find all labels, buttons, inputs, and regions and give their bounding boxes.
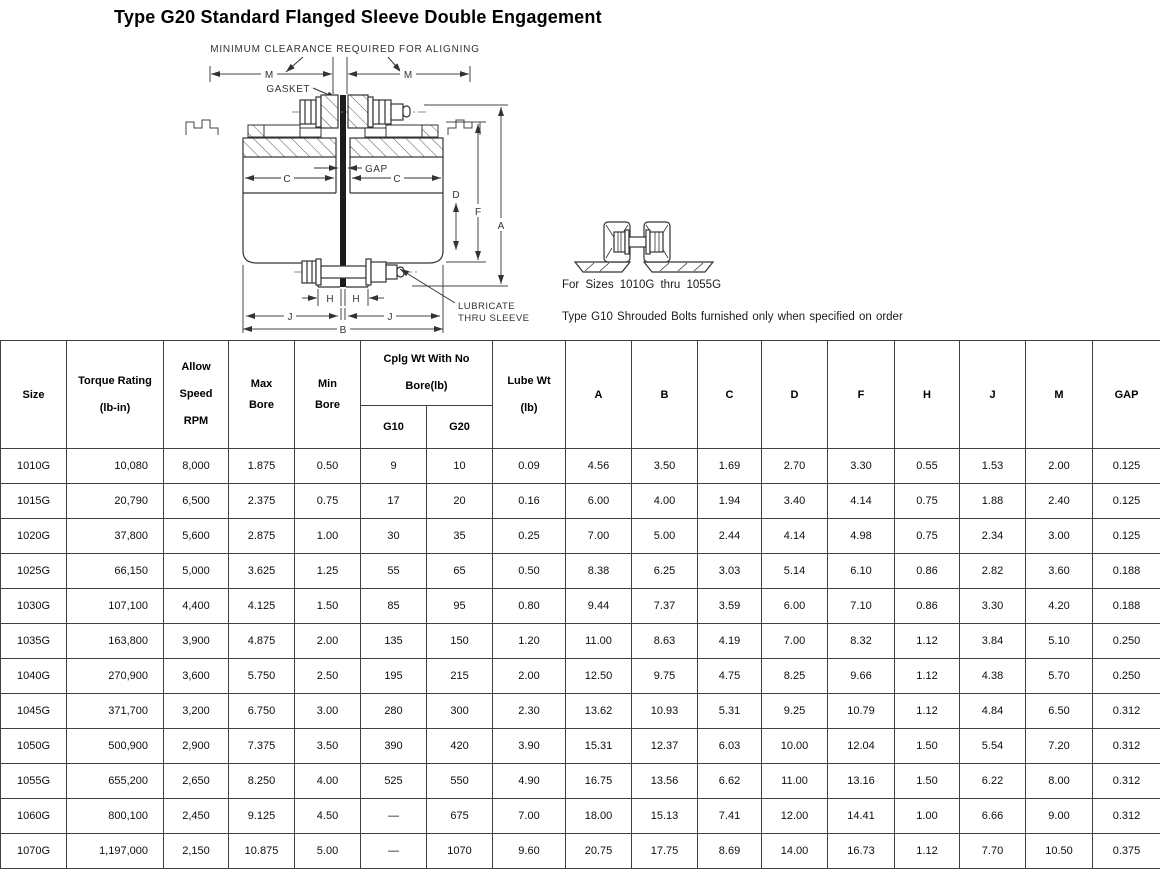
table-row xyxy=(1,449,1160,484)
value-cell: 7.20 xyxy=(1026,729,1093,764)
dim-c-right-label: C xyxy=(393,174,401,185)
col-header-m: M xyxy=(1026,341,1093,449)
value-cell: 1.12 xyxy=(895,834,960,869)
cplg-header-line1: Cplg Wt With No xyxy=(383,353,470,365)
max-bore-header-line1: Max xyxy=(250,377,273,390)
coupling-cross-section-diagram xyxy=(0,35,1160,340)
value-cell: 8.250 xyxy=(229,764,295,799)
value-cell: 2.00 xyxy=(1026,449,1093,484)
dim-f-label: F xyxy=(474,207,482,218)
table-row xyxy=(1,554,1160,589)
value-cell: 3.00 xyxy=(1026,519,1093,554)
value-cell: 1.50 xyxy=(895,729,960,764)
value-cell: 6.03 xyxy=(698,729,762,764)
value-cell: 9.66 xyxy=(828,659,895,694)
value-cell: 0.188 xyxy=(1093,554,1160,589)
size-cell: 1055G xyxy=(1,764,67,799)
value-cell: 4.19 xyxy=(698,624,762,659)
value-cell: 2.875 xyxy=(229,519,295,554)
value-cell: 2,150 xyxy=(164,834,229,869)
size-cell: 1045G xyxy=(1,694,67,729)
top-bolt xyxy=(292,95,426,128)
value-cell: 9 xyxy=(361,449,427,484)
value-cell: 16.73 xyxy=(828,834,895,869)
value-cell: 17.75 xyxy=(632,834,698,869)
value-cell: 6.750 xyxy=(229,694,295,729)
value-cell: 10 xyxy=(427,449,493,484)
value-cell: 14.00 xyxy=(762,834,828,869)
col-header-b: B xyxy=(632,341,698,449)
gasket-bar xyxy=(340,95,346,287)
value-cell: 20.75 xyxy=(566,834,632,869)
speed-header-line1: Allow xyxy=(181,361,211,373)
size-cell: 1020G xyxy=(1,519,67,554)
table-row xyxy=(1,659,1160,694)
dim-m-left-label: M xyxy=(264,70,274,81)
value-cell: 10.50 xyxy=(1026,834,1093,869)
value-cell: 10.93 xyxy=(632,694,698,729)
value-cell: 0.55 xyxy=(895,449,960,484)
cplg-header-line2: Bore(lb) xyxy=(405,380,448,392)
value-cell: 0.86 xyxy=(895,554,960,589)
bolts-note: Type G10 Shrouded Bolts furnished only when specified on order xyxy=(562,311,903,323)
value-cell: 1.12 xyxy=(895,694,960,729)
value-cell: 18.00 xyxy=(566,799,632,834)
col-header-c: C xyxy=(698,341,762,449)
value-cell: 7.00 xyxy=(566,519,632,554)
value-cell: 1.50 xyxy=(295,589,361,624)
value-cell: 0.250 xyxy=(1093,659,1160,694)
sizes-note: For Sizes 1010G thru 1055G xyxy=(562,279,722,291)
value-cell: 2,450 xyxy=(164,799,229,834)
col-header-a: A xyxy=(566,341,632,449)
value-cell: 4.56 xyxy=(566,449,632,484)
value-cell: 5.00 xyxy=(295,834,361,869)
value-cell: 1.875 xyxy=(229,449,295,484)
size-cell: 1050G xyxy=(1,729,67,764)
lube-header-line1: Lube Wt xyxy=(507,374,551,387)
value-cell: 13.16 xyxy=(828,764,895,799)
value-cell: 2.00 xyxy=(493,659,566,694)
specs-table-body xyxy=(1,449,1160,869)
value-cell: 0.312 xyxy=(1093,729,1160,764)
specs-table xyxy=(0,340,1160,869)
value-cell: 0.75 xyxy=(295,484,361,519)
value-cell: 10,080 xyxy=(67,449,164,484)
lubricate-label-line1: LUBRICATE xyxy=(458,301,516,312)
speed-header-line2: Speed xyxy=(179,388,213,400)
value-cell: 8,000 xyxy=(164,449,229,484)
value-cell: 1.12 xyxy=(895,624,960,659)
value-cell: 30 xyxy=(361,519,427,554)
value-cell: 163,800 xyxy=(67,624,164,659)
value-cell: 270,900 xyxy=(67,659,164,694)
size-cell: 1015G xyxy=(1,484,67,519)
value-cell: 10.00 xyxy=(762,729,828,764)
value-cell: 6,500 xyxy=(164,484,229,519)
value-cell: 4.98 xyxy=(828,519,895,554)
dim-b-label: B xyxy=(339,325,347,336)
dim-a-label: A xyxy=(497,221,505,232)
value-cell: 11.00 xyxy=(566,624,632,659)
size-cell: 1060G xyxy=(1,799,67,834)
value-cell: 0.09 xyxy=(493,449,566,484)
table-row xyxy=(1,694,1160,729)
value-cell: 4.84 xyxy=(960,694,1026,729)
value-cell: 17 xyxy=(361,484,427,519)
value-cell: 7.70 xyxy=(960,834,1026,869)
value-cell: 2.40 xyxy=(1026,484,1093,519)
value-cell: 2.50 xyxy=(295,659,361,694)
col-header-g20: G20 xyxy=(427,406,493,449)
value-cell: 4.14 xyxy=(762,519,828,554)
value-cell: 525 xyxy=(361,764,427,799)
value-cell: 3.59 xyxy=(698,589,762,624)
value-cell: 10.875 xyxy=(229,834,295,869)
value-cell: 0.125 xyxy=(1093,484,1160,519)
table-row xyxy=(1,484,1160,519)
value-cell: 85 xyxy=(361,589,427,624)
col-header-gap: GAP xyxy=(1093,341,1160,449)
value-cell: 1.25 xyxy=(295,554,361,589)
value-cell: 0.188 xyxy=(1093,589,1160,624)
gap-label: GAP xyxy=(365,164,388,175)
col-header-d: D xyxy=(762,341,828,449)
value-cell: 7.375 xyxy=(229,729,295,764)
size-cell: 1040G xyxy=(1,659,67,694)
value-cell: 4.75 xyxy=(698,659,762,694)
dim-h-right-label: H xyxy=(352,294,360,305)
value-cell: 1070 xyxy=(427,834,493,869)
value-cell: 9.60 xyxy=(493,834,566,869)
col-header-cplg-wt-group xyxy=(361,341,493,406)
value-cell: 8.69 xyxy=(698,834,762,869)
value-cell: 1.20 xyxy=(493,624,566,659)
table-row xyxy=(1,519,1160,554)
min-bore-header-line2: Bore xyxy=(314,398,341,411)
value-cell: 5.31 xyxy=(698,694,762,729)
dim-h-left-label: H xyxy=(326,294,334,305)
clearance-leader-lines xyxy=(286,57,401,72)
value-cell: 6.00 xyxy=(762,589,828,624)
lube-header-line2: (lb) xyxy=(520,401,538,414)
gasket-label: GASKET xyxy=(266,84,310,95)
value-cell: 215 xyxy=(427,659,493,694)
value-cell: 1.12 xyxy=(895,659,960,694)
size-cell: 1035G xyxy=(1,624,67,659)
value-cell: 7.00 xyxy=(762,624,828,659)
value-cell: 0.80 xyxy=(493,589,566,624)
value-cell: 13.56 xyxy=(632,764,698,799)
value-cell: 0.375 xyxy=(1093,834,1160,869)
value-cell: 15.31 xyxy=(566,729,632,764)
min-bore-header-line1: Min xyxy=(318,377,337,390)
value-cell: 15.13 xyxy=(632,799,698,834)
col-header-h: H xyxy=(895,341,960,449)
value-cell: 0.125 xyxy=(1093,519,1160,554)
value-cell: 5.14 xyxy=(762,554,828,589)
value-cell: 6.00 xyxy=(566,484,632,519)
value-cell: 95 xyxy=(427,589,493,624)
value-cell: 4.14 xyxy=(828,484,895,519)
clearance-note: MINIMUM CLEARANCE REQUIRED FOR ALIGNING xyxy=(210,44,480,55)
value-cell: 550 xyxy=(427,764,493,799)
speed-header-line3: RPM xyxy=(183,415,209,427)
value-cell: 3.00 xyxy=(295,694,361,729)
value-cell: 4.20 xyxy=(1026,589,1093,624)
value-cell: 150 xyxy=(427,624,493,659)
value-cell: 0.50 xyxy=(295,449,361,484)
size-cell: 1030G xyxy=(1,589,67,624)
value-cell: 4.125 xyxy=(229,589,295,624)
value-cell: 13.62 xyxy=(566,694,632,729)
value-cell: 12.00 xyxy=(762,799,828,834)
value-cell: 3.40 xyxy=(762,484,828,519)
value-cell: 10.79 xyxy=(828,694,895,729)
dim-c-left-label: C xyxy=(283,174,291,185)
value-cell: 4.00 xyxy=(295,764,361,799)
col-header-size: Size xyxy=(1,341,67,449)
value-cell: 0.312 xyxy=(1093,694,1160,729)
col-header-g10: G10 xyxy=(361,406,427,449)
value-cell: 8.00 xyxy=(1026,764,1093,799)
value-cell: 5.70 xyxy=(1026,659,1093,694)
value-cell: 9.75 xyxy=(632,659,698,694)
value-cell: 675 xyxy=(427,799,493,834)
value-cell: 107,100 xyxy=(67,589,164,624)
value-cell: — xyxy=(361,834,427,869)
page-title: Type G20 Standard Flanged Sleeve Double Engagement xyxy=(114,7,602,27)
dim-d-label: D xyxy=(452,190,460,201)
value-cell: 6.62 xyxy=(698,764,762,799)
value-cell: 5.10 xyxy=(1026,624,1093,659)
value-cell: 4.90 xyxy=(493,764,566,799)
value-cell: 500,900 xyxy=(67,729,164,764)
value-cell: 2.82 xyxy=(960,554,1026,589)
value-cell: 2,650 xyxy=(164,764,229,799)
value-cell: 5.54 xyxy=(960,729,1026,764)
value-cell: 8.63 xyxy=(632,624,698,659)
value-cell: 2.34 xyxy=(960,519,1026,554)
value-cell: 1.50 xyxy=(895,764,960,799)
shrouded-bolt-icon xyxy=(575,222,713,272)
max-bore-header-line2: Bore xyxy=(248,398,275,411)
value-cell: 3.90 xyxy=(493,729,566,764)
value-cell: 2,900 xyxy=(164,729,229,764)
dim-h xyxy=(302,289,384,306)
value-cell: 5.750 xyxy=(229,659,295,694)
value-cell: 2.375 xyxy=(229,484,295,519)
value-cell: 1,197,000 xyxy=(67,834,164,869)
value-cell: 3.50 xyxy=(295,729,361,764)
value-cell: 2.00 xyxy=(295,624,361,659)
col-header-j: J xyxy=(960,341,1026,449)
value-cell: 1.88 xyxy=(960,484,1026,519)
value-cell: 9.125 xyxy=(229,799,295,834)
value-cell: 0.125 xyxy=(1093,449,1160,484)
value-cell: 280 xyxy=(361,694,427,729)
value-cell: 9.00 xyxy=(1026,799,1093,834)
value-cell: 12.04 xyxy=(828,729,895,764)
value-cell: 371,700 xyxy=(67,694,164,729)
value-cell: 8.32 xyxy=(828,624,895,659)
value-cell: 0.312 xyxy=(1093,799,1160,834)
value-cell: 3.625 xyxy=(229,554,295,589)
value-cell: 14.41 xyxy=(828,799,895,834)
value-cell: 6.66 xyxy=(960,799,1026,834)
torque-header-line1: Torque Rating xyxy=(78,374,152,387)
value-cell: 420 xyxy=(427,729,493,764)
value-cell: 0.250 xyxy=(1093,624,1160,659)
value-cell: 0.25 xyxy=(493,519,566,554)
col-header-max-bore xyxy=(229,341,295,449)
value-cell: — xyxy=(361,799,427,834)
table-row xyxy=(1,764,1160,799)
value-cell: 5,600 xyxy=(164,519,229,554)
value-cell: 3,600 xyxy=(164,659,229,694)
value-cell: 3.30 xyxy=(828,449,895,484)
value-cell: 3.50 xyxy=(632,449,698,484)
table-row xyxy=(1,729,1160,764)
value-cell: 800,100 xyxy=(67,799,164,834)
value-cell: 16.75 xyxy=(566,764,632,799)
value-cell: 0.16 xyxy=(493,484,566,519)
value-cell: 11.00 xyxy=(762,764,828,799)
lubricate-label-line2: THRU SLEEVE xyxy=(458,313,530,324)
size-cell: 1070G xyxy=(1,834,67,869)
value-cell: 3,900 xyxy=(164,624,229,659)
value-cell: 37,800 xyxy=(67,519,164,554)
col-header-torque xyxy=(67,341,164,449)
value-cell: 20 xyxy=(427,484,493,519)
dim-j-left-label: J xyxy=(287,312,293,323)
value-cell: 8.38 xyxy=(566,554,632,589)
value-cell: 655,200 xyxy=(67,764,164,799)
value-cell: 7.41 xyxy=(698,799,762,834)
value-cell: 3,200 xyxy=(164,694,229,729)
value-cell: 4.38 xyxy=(960,659,1026,694)
value-cell: 1.69 xyxy=(698,449,762,484)
value-cell: 0.75 xyxy=(895,519,960,554)
value-cell: 65 xyxy=(427,554,493,589)
value-cell: 1.00 xyxy=(895,799,960,834)
dim-j-right-label: J xyxy=(387,312,393,323)
value-cell: 0.50 xyxy=(493,554,566,589)
value-cell: 35 xyxy=(427,519,493,554)
table-row xyxy=(1,799,1160,834)
value-cell: 6.25 xyxy=(632,554,698,589)
value-cell: 4.00 xyxy=(632,484,698,519)
col-header-speed xyxy=(164,341,229,449)
torque-header-line2: (lb-in) xyxy=(99,401,131,414)
value-cell: 390 xyxy=(361,729,427,764)
value-cell: 7.10 xyxy=(828,589,895,624)
value-cell: 4.875 xyxy=(229,624,295,659)
value-cell: 20,790 xyxy=(67,484,164,519)
size-cell: 1010G xyxy=(1,449,67,484)
col-header-min-bore xyxy=(295,341,361,449)
value-cell: 5.00 xyxy=(632,519,698,554)
value-cell: 55 xyxy=(361,554,427,589)
value-cell: 12.50 xyxy=(566,659,632,694)
value-cell: 9.25 xyxy=(762,694,828,729)
value-cell: 9.44 xyxy=(566,589,632,624)
value-cell: 5,000 xyxy=(164,554,229,589)
value-cell: 66,150 xyxy=(67,554,164,589)
value-cell: 300 xyxy=(427,694,493,729)
value-cell: 3.84 xyxy=(960,624,1026,659)
col-header-f: F xyxy=(828,341,895,449)
value-cell: 0.75 xyxy=(895,484,960,519)
value-cell: 7.00 xyxy=(493,799,566,834)
value-cell: 0.86 xyxy=(895,589,960,624)
col-header-lube-wt xyxy=(493,341,566,449)
value-cell: 0.312 xyxy=(1093,764,1160,799)
value-cell: 135 xyxy=(361,624,427,659)
value-cell: 6.10 xyxy=(828,554,895,589)
table-row xyxy=(1,624,1160,659)
value-cell: 6.22 xyxy=(960,764,1026,799)
dim-m-right-label: M xyxy=(403,70,413,81)
value-cell: 3.30 xyxy=(960,589,1026,624)
value-cell: 2.44 xyxy=(698,519,762,554)
value-cell: 7.37 xyxy=(632,589,698,624)
value-cell: 12.37 xyxy=(632,729,698,764)
value-cell: 4.50 xyxy=(295,799,361,834)
value-cell: 3.60 xyxy=(1026,554,1093,589)
value-cell: 2.30 xyxy=(493,694,566,729)
value-cell: 1.94 xyxy=(698,484,762,519)
size-cell: 1025G xyxy=(1,554,67,589)
dim-m xyxy=(210,57,470,94)
table-row xyxy=(1,834,1160,869)
table-row xyxy=(1,589,1160,624)
value-cell: 8.25 xyxy=(762,659,828,694)
value-cell: 3.03 xyxy=(698,554,762,589)
value-cell: 1.00 xyxy=(295,519,361,554)
value-cell: 4,400 xyxy=(164,589,229,624)
value-cell: 2.70 xyxy=(762,449,828,484)
value-cell: 195 xyxy=(361,659,427,694)
value-cell: 1.53 xyxy=(960,449,1026,484)
value-cell: 6.50 xyxy=(1026,694,1093,729)
